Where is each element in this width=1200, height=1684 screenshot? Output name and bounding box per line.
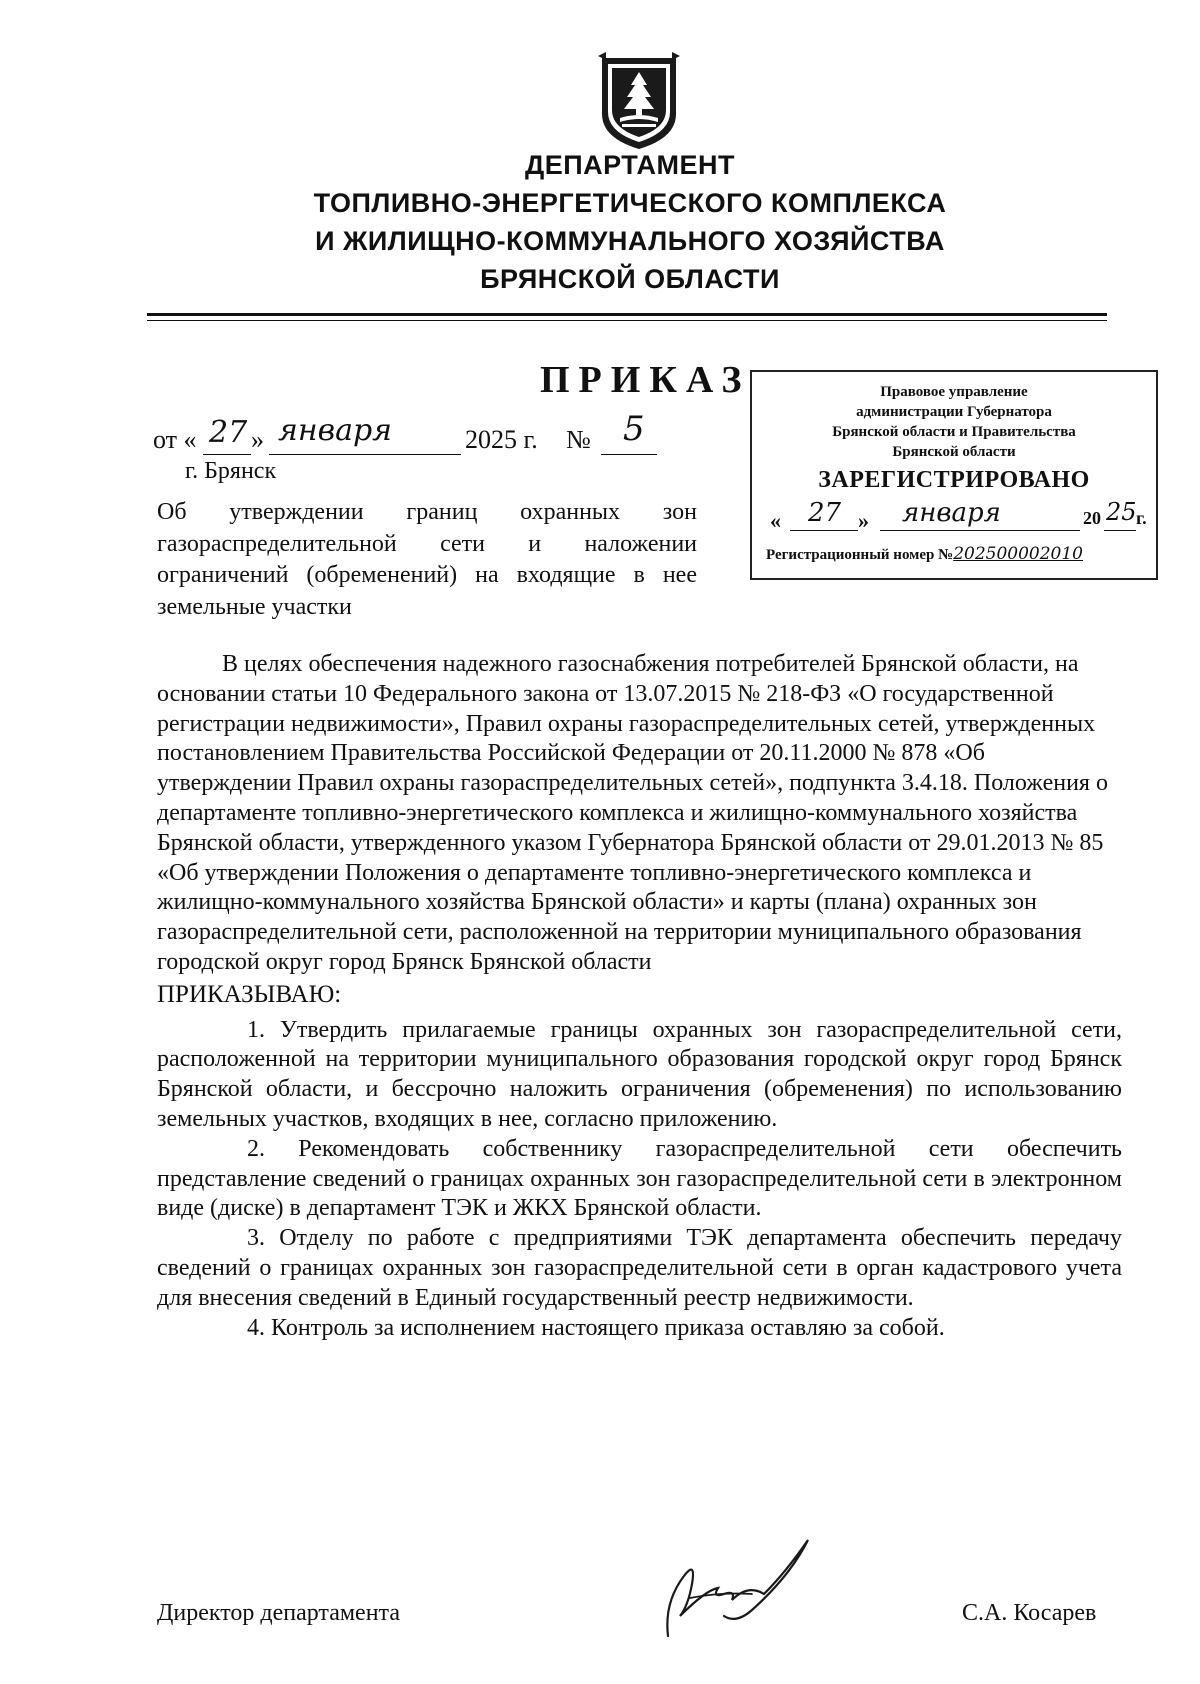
- order-number: 5: [623, 409, 645, 449]
- order-item-4: 4. Контроль за исполнением настоящего приказа оставляю за собой.: [247, 1314, 945, 1341]
- department-title-line-4: БРЯНСКОЙ ОБЛАСТИ: [480, 264, 780, 294]
- order-item-2: 2. Рекомендовать собственнику газораспределительной сети обеспечить представление сведений о границах охранных зон газораспределительной сети в электронном виде (диске) в департамент ТЭК и ЖКХ Брянской области.: [157, 1135, 1122, 1222]
- date-prefix: от «: [153, 425, 197, 454]
- department-title-line-3: И ЖИЛИЩНО-КОММУНАЛЬНОГО ХОЗЯЙСТВА: [315, 226, 945, 256]
- department-title-line-1: ДЕПАРТАМЕНТ: [524, 150, 736, 180]
- order-number-label: №: [566, 425, 591, 454]
- date-day-underline: [203, 454, 251, 455]
- order-title: ПРИКАЗ: [540, 359, 751, 401]
- stamp-registered-label: ЗАРЕГИСТРИРОВАНО: [818, 467, 1090, 493]
- stamp-org-line: администрации Губернатора: [856, 404, 1052, 420]
- header-divider-thick: [147, 313, 1107, 316]
- order-item-3: 3. Отделу по работе с предприятиями ТЭК департамента обеспечить передачу сведений о границах охранных зон газораспределительной сети в орган кадастрового учета для внесения сведений в Единый государственный реестр недвижимости.: [157, 1225, 1122, 1311]
- stamp-reg-number-line: [766, 544, 1083, 564]
- date-quote-close: »: [251, 425, 264, 454]
- handwritten-signature: [640, 1532, 840, 1642]
- stamp-reg-number: 202500002010: [953, 544, 1083, 564]
- preamble-paragraph: В целях обеспечения надежного газоснабжения потребителей Брянской области, на основании статьи 10 Федерального закона от 13.07.2015 № 218-ФЗ «О государственной регистрации недвижимости», Правил охраны газораспределительных сетей, утвержденных постановлением Правительства Российской Федерации от 20.11.2000 № 878 «Об утверждении Правил охраны газораспределительных сетей», подпункта 3.4.18. Положения о департаменте топливно-энергетического комплекса и жилищно-коммунального хозяйства Брянской области, утвержденного указом Губернатора Брянской области от 29.01.2013 № 85 «Об утверждении Положения о департаменте топливно-энергетического комплекса и жилищно-коммунального хозяйства Брянской области» и карты (плана) охранных зон газораспределительной сети, расположенной на территории муниципального образования городской округ город Брянск Брянской области: [157, 651, 1108, 975]
- stamp-quote-close: »: [858, 508, 869, 533]
- header-divider-thin: [147, 320, 1107, 321]
- department-title-line-2: ТОПЛИВНО-ЭНЕРГЕТИЧЕСКОГО КОМПЛЕКСА: [313, 188, 947, 218]
- stamp-year-suffix: 25: [1106, 498, 1137, 526]
- date-day: 27: [209, 415, 248, 450]
- date-month: января: [278, 413, 393, 448]
- stamp-org-line: Брянской области и Правительства: [832, 424, 1076, 440]
- date-month-underline: [269, 454, 461, 455]
- date-year: 2025 г.: [465, 425, 538, 454]
- stamp-day: 27: [808, 498, 842, 528]
- stamp-reg-number-label: Регистрационный номер №: [766, 547, 954, 563]
- registration-stamp: [750, 370, 1158, 580]
- stamp-month: января: [902, 498, 1001, 528]
- stamp-day-underline: [790, 530, 858, 531]
- stamp-year-underline: [1104, 530, 1136, 531]
- stamp-month-underline: [880, 530, 1080, 531]
- signatory-position: Директор департамента: [157, 1600, 400, 1626]
- order-city: г. Брянск: [185, 458, 277, 484]
- stamp-date-line: [770, 498, 1148, 536]
- coat-of-arms-icon: [598, 52, 680, 152]
- order-item-1: 1. Утвердить прилагаемые границы охранных зон газораспределительной сети, расположенной на территории муниципального образования городской округ город Брянск Брянской области, и бессрочно наложить ограничения (обременения) по использованию земельных участков, входящих в нее, согласно приложению.: [157, 1016, 1122, 1132]
- order-body: [157, 650, 1122, 1343]
- order-subject: Об утверждении границ охранных зон газораспределительной сети и наложении ограничений (обременений) на входящие в нее земельные участки: [157, 499, 697, 620]
- decree-word: ПРИКАЗЫВАЮ:: [157, 980, 342, 1008]
- stamp-organization: [752, 382, 1156, 462]
- order-number-underline: [601, 454, 657, 455]
- stamp-year-prefix: 20: [1083, 508, 1101, 528]
- stamp-year-unit: г.: [1136, 508, 1147, 528]
- signatory-name: С.А. Косарев: [962, 1600, 1097, 1626]
- stamp-org-line: Брянской области: [892, 444, 1016, 460]
- stamp-org-line: Правовое управление: [880, 384, 1028, 400]
- stamp-quote-open: «: [770, 508, 781, 533]
